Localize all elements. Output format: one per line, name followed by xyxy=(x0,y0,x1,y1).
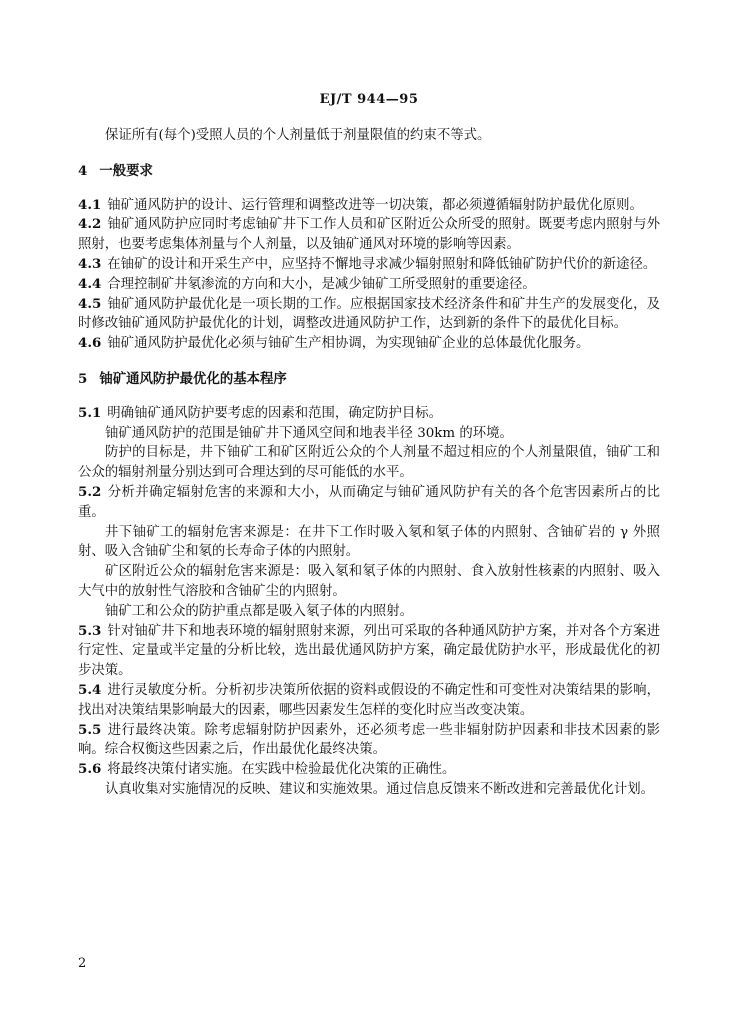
clause-number: 4.3 xyxy=(78,255,102,272)
clause-number: 4.6 xyxy=(78,335,102,352)
clause-5-6-paragraph-1: 认真收集对实施情况的反映、建议和实施效果。通过信息反馈来不断改进和完善最优化计划。 xyxy=(105,781,655,797)
clause-text: 将最终决策付诸实施。在实践中检验最优化决策的正确性。 xyxy=(107,762,456,778)
clause-text: 合理控制矿井氡渗流的方向和大小，是减少铀矿工所受照射的重要途径。 xyxy=(107,276,536,292)
clause-4-3 xyxy=(78,255,660,275)
clause-5-1 xyxy=(78,404,660,424)
clause-text: 铀矿通风防护最优化必须与铀矿生产相协调，为实现铀矿企业的总体最优化服务。 xyxy=(107,336,590,352)
clause-text: 进行灵敏度分析。分析初步决策所依据的资料或假设的不确定性和可变性对决策结果的影响，找出对决策结果影响最大的因素，哪些因素发生怎样的变化时应当改变决策。 xyxy=(78,682,660,718)
clause-number: 5.5 xyxy=(78,721,102,738)
continuation-paragraph: 保证所有(每个)受照人员的个人剂量低于剂量限值的约束不等式。 xyxy=(105,128,491,143)
section-5-title: 铀矿通风防护最优化的基本程序 xyxy=(99,370,287,387)
section-4-heading xyxy=(78,162,660,182)
clause-4-5 xyxy=(78,295,660,335)
clause-5-1-paragraph-2: 防护的目标是，井下铀矿工和矿区附近公众的个人剂量不超过相应的个人剂量限值，铀矿工和公众的辐射剂量分别达到可合理达到的尽可能低的水平。 xyxy=(78,445,660,481)
clause-5-2 xyxy=(78,483,660,523)
clause-text: 针对铀矿井下和地表环境的辐射照射来源，列出可采取的各种通风防护方案，并对各个方案进行定性、定量或半定量的分析比较，选出最优通风防护方案，确定最优防护水平，形成最优化的初步决策。 xyxy=(78,623,660,679)
page-number: 2 xyxy=(78,956,87,971)
clause-5-3 xyxy=(78,622,660,681)
clause-5-2-paragraph-2: 矿区附近公众的辐射危害来源是：吸入氡和氡子体的内照射、食入放射性核素的内照射、吸入大气中的放射性气溶胶和含铀矿尘的内照射。 xyxy=(78,564,660,599)
section-4-title: 一般要求 xyxy=(99,162,153,179)
clause-text: 进行最终决策。除考虑辐射防护因素外，还必须考虑一些非辐射防护因素和非技术因素的影响。综合权衡这些因素之后，作出最优化最终决策。 xyxy=(78,722,660,758)
clause-4-6 xyxy=(78,334,660,354)
clause-5-6 xyxy=(78,760,660,780)
clause-text: 明确铀矿通风防护要考虑的因素和范围，确定防护目标。 xyxy=(107,405,443,421)
clause-5-2-paragraph-3: 铀矿工和公众的防护重点都是吸入氡子体的内照射。 xyxy=(105,603,413,619)
section-4-number: 4 xyxy=(78,162,88,179)
clause-5-2-paragraph-1: 井下铀矿工的辐射危害来源是：在井下工作时吸入氡和氡子体的内照射、含铀矿岩的 γ 外照射、吸入含铀矿尘和氡的长寿命子体的内照射。 xyxy=(78,524,660,560)
section-5-number: 5 xyxy=(78,370,88,387)
clause-5-1-paragraph-1: 铀矿通风防护的范围是铀矿井下通风空间和地表半径 30km 的环境。 xyxy=(105,425,513,441)
clause-number: 5.1 xyxy=(78,404,102,421)
clause-number: 4.2 xyxy=(78,216,102,233)
standard-code-header: EJ/T 944—95 xyxy=(319,92,419,107)
clause-5-4 xyxy=(78,681,660,721)
clause-text: 分析并确定辐射危害的来源和大小，从而确定与铀矿通风防护有关的各个危害因素所占的比重。 xyxy=(78,484,660,520)
document-body xyxy=(78,126,660,800)
clause-number: 5.3 xyxy=(78,622,102,639)
clause-number: 4.4 xyxy=(78,275,102,292)
clause-number: 5.6 xyxy=(78,761,102,778)
clause-4-2 xyxy=(78,215,660,255)
section-5-heading xyxy=(78,370,660,390)
clause-number: 4.5 xyxy=(78,295,102,312)
clause-text: 铀矿通风防护应同时考虑铀矿井下工作人员和矿区附近公众所受的照射。既要考虑内照射与外照射，也要考虑集体剂量与个人剂量，以及铀矿通风对环境的影响等因素。 xyxy=(78,217,660,253)
clause-number: 4.1 xyxy=(78,196,102,213)
clause-text: 铀矿通风防护的设计、运行管理和调整改进等一切决策，都必须遵循辐射防护最优化原则。 xyxy=(107,197,643,213)
clause-number: 5.2 xyxy=(78,483,102,500)
clause-text: 铀矿通风防护最优化是一项长期的工作。应根据国家技术经济条件和矿井生产的发展变化，及时修改铀矿通风防护最优化的计划，调整改进通风防护工作，达到新的条件下的最优化目标。 xyxy=(78,296,660,332)
clause-number: 5.4 xyxy=(78,681,102,698)
clause-5-5 xyxy=(78,721,660,761)
clause-text: 在铀矿的设计和开采生产中，应坚持不懈地寻求减少辐射照射和降低铀矿防护代价的新途径。 xyxy=(107,256,657,272)
clause-4-1 xyxy=(78,196,660,216)
clause-4-4 xyxy=(78,275,660,295)
